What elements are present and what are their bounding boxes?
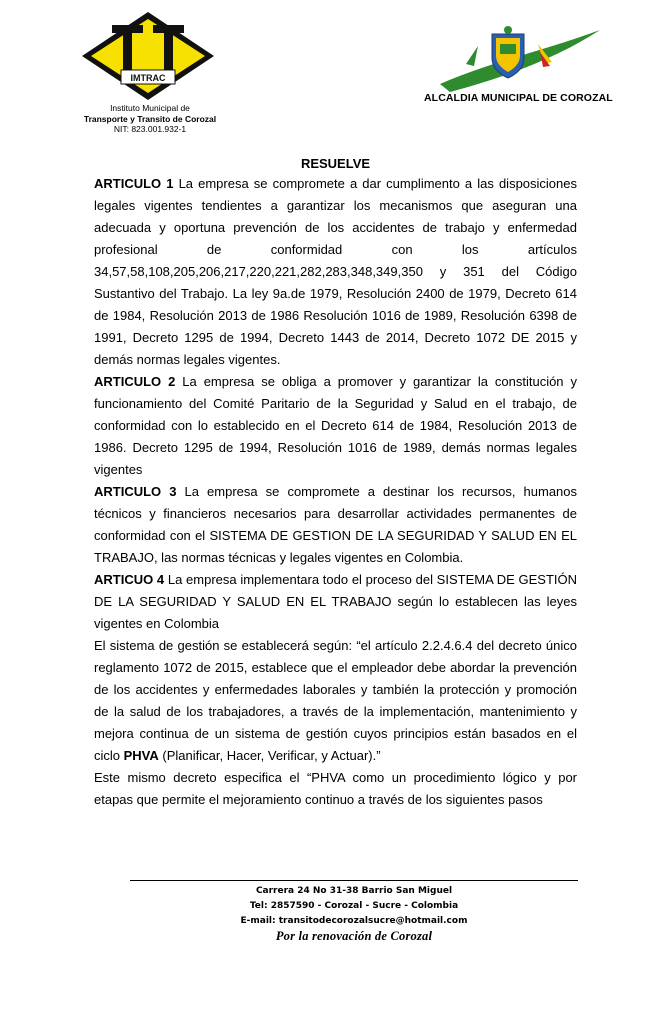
footer-slogan: Por la renovación de Corozal	[275, 929, 433, 943]
svg-text:IMTRAC: IMTRAC	[130, 73, 166, 83]
footer-email: E-mail: transitodecorozalsucre@hotmail.com	[240, 916, 468, 926]
page-title: RESUELVE	[300, 156, 371, 171]
footer-address: Carrera 24 No 31-38 Barrio San Miguel	[255, 886, 453, 896]
imtrac-logo	[78, 10, 218, 102]
article-3-label: ARTICULO 3	[94, 484, 177, 499]
footer	[130, 884, 578, 944]
article-1	[94, 173, 577, 371]
institute-nit: NIT: 823.001.932-1	[113, 124, 187, 134]
article-2	[94, 371, 577, 481]
footer-divider	[130, 880, 578, 881]
paragraph-phva	[94, 635, 577, 767]
article-3	[94, 481, 577, 569]
article-4-text: La empresa implementara todo el proceso del SISTEMA DE GESTIÓN DE LA SEGURIDAD Y SALUD EN EL TRABAJO según lo establecen las leyes vigentes en Colombia	[94, 572, 578, 631]
footer-phone: Tel: 2857590 - Corozal - Sucre - Colombia	[249, 901, 459, 911]
paragraph-phva-bold: PHVA	[123, 748, 159, 763]
article-4	[94, 569, 577, 635]
document-body	[94, 155, 577, 811]
paragraph-phva-text-a: El sistema de gestión se establecerá según: “el artículo 2.2.4.6.4 del decreto único reglamento 1072 de 2015, establece que el empleador debe abordar la prevención de los accidentes y enfermedades laborales y también la protección y promoción de la salud de los trabajadores, a través de la implementación, mantenimiento y mejora continua de un sistema de gestión cuyos principios están basados en el ciclo	[94, 638, 577, 763]
institute-line2: Transporte y Transito de Corozal	[83, 113, 217, 124]
institute-block	[60, 103, 240, 135]
institute-line1: Instituto Municipal de	[110, 103, 190, 113]
article-2-text: La empresa se obliga a promover y garantizar la constitución y funcionamiento del Comité Paritario de la Seguridad y Salud en el trabajo, de conformidad con lo establecido en el Decreto 614 de 1984, Resolución 2013 de 1986. Decreto 1295 de 1994, Resolución 1016 de 1989, demás normas legales vigentes	[94, 374, 577, 477]
article-2-label: ARTICULO 2	[94, 374, 176, 389]
article-3-text: La empresa se compromete a destinar los recursos, humanos técnicos y financieros necesarios para desarrollar actividades permanentes de conformidad con el SISTEMA DE GESTION DE LA SEGURIDAD Y SALUD EN EL TRABAJO, las normas técnicas y legales vigentes en Colombia.	[94, 484, 578, 565]
paragraph-phva-text-b: (Planificar, Hacer, Verificar, y Actuar).”	[158, 748, 381, 763]
article-1-text: La empresa se compromete a dar cumplimento a las disposiciones legales vigentes tendientes a garantizar los mecanismos que aseguran una adecuada y oportuna prevención de los accidentes de trabajo y enfermedad profesional de conformidad con los artículos 34,57,58,108,205,206,217,220,221,282,283,348,349,350 y 351 del Código Sustantivo del Trabajo. La ley 9a.de 1979, Resolución 2400 de 1979, Decreto 614 de 1984, Resolución 2013 de 1986 Resolución 1016 de 1989, Resolución 6398 de 1991, Decreto 1295 de 1994, Decreto 1443 de 2014, Decreto 1072 DE 2015 y demás normas legales vigentes.	[94, 176, 578, 367]
article-1-label: ARTICULO 1	[94, 176, 174, 191]
article-4-label: ARTICUO 4	[94, 572, 165, 587]
paragraph-steps: Este mismo decreto especifica el “PHVA como un procedimiento lógico y por etapas que permite el mejoramiento continuo a través de los siguientes pasos	[94, 770, 577, 807]
alcaldia-caption: ALCALDIA MUNICIPAL DE COROZAL	[424, 92, 613, 104]
